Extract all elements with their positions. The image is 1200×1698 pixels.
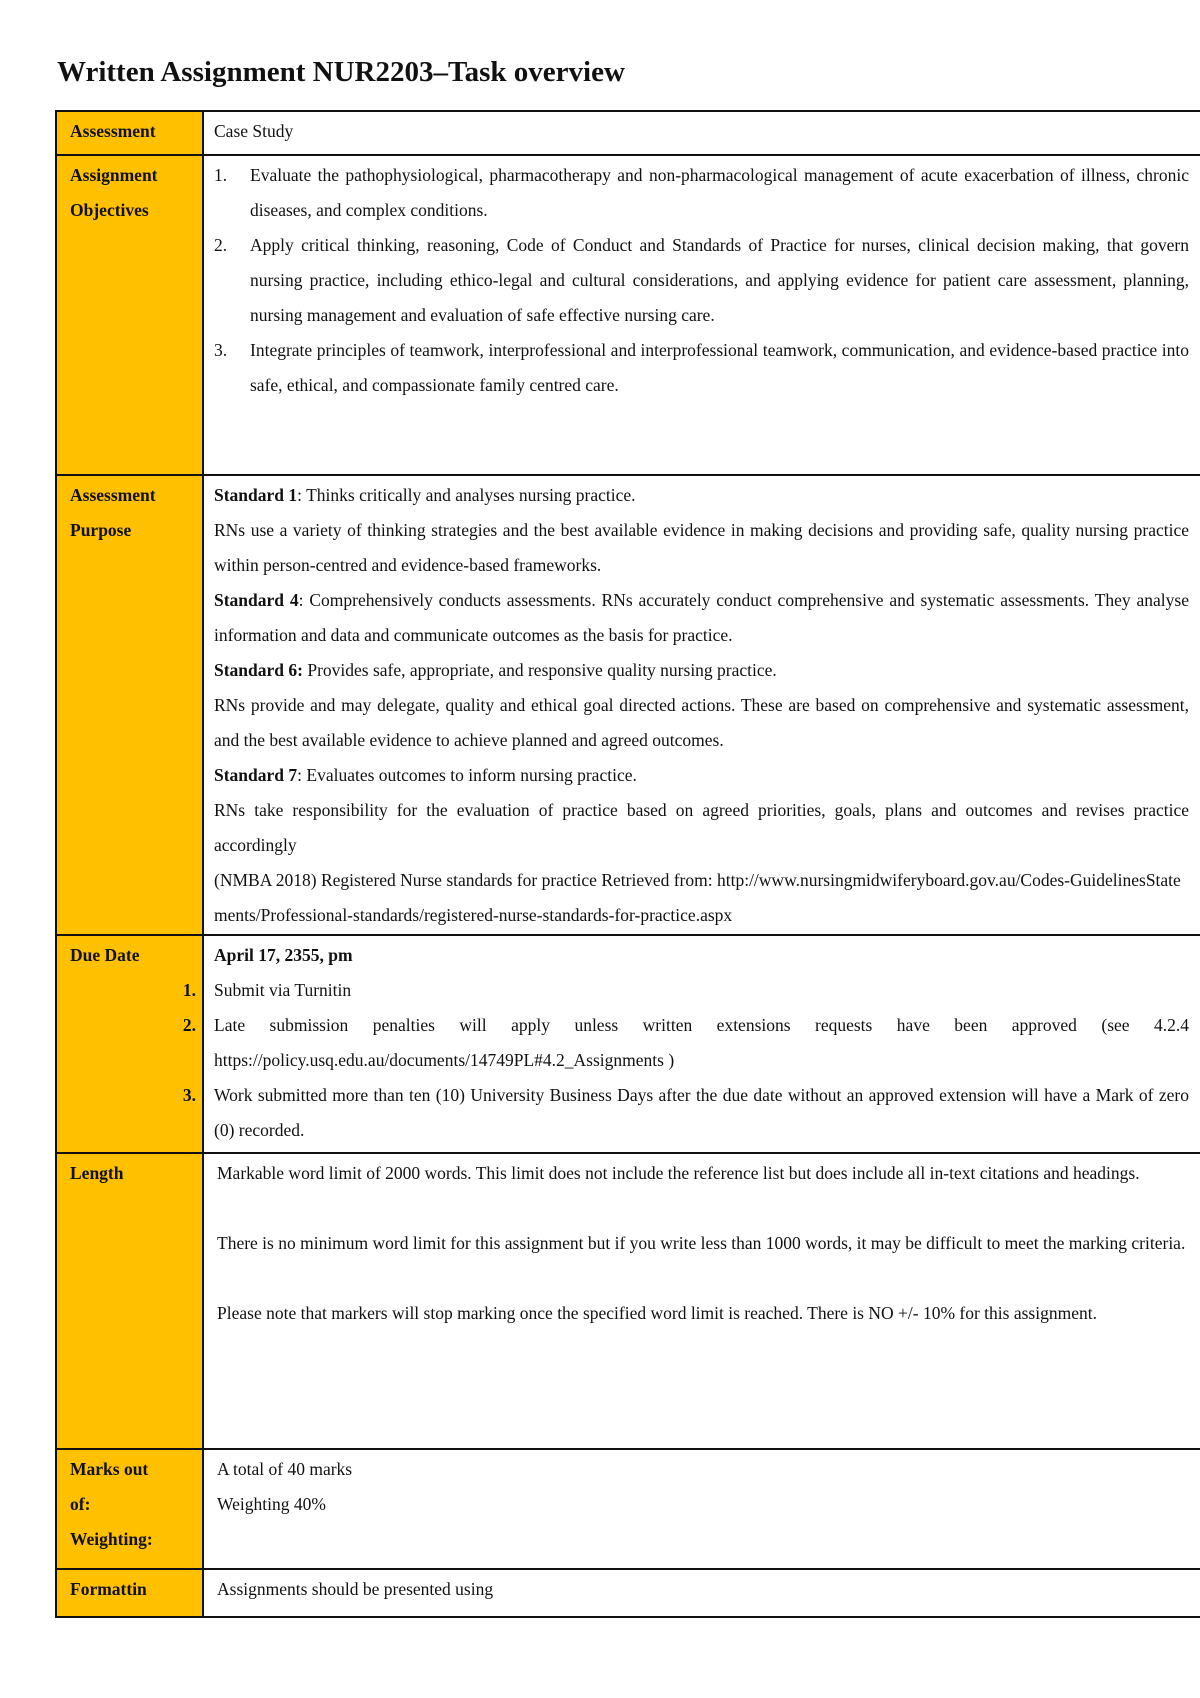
objectives-row <box>56 155 1200 475</box>
assessment-row <box>56 111 1200 155</box>
length-paragraph: There is no minimum word limit for this assignment but if you write less than 1000 words, it may be difficult to meet the marking criteria. <box>217 1233 1186 1253</box>
marks-content <box>203 1449 1200 1569</box>
standard-7: Standard 7: Evaluates outcomes to inform nursing practice. <box>214 765 637 785</box>
purpose-content <box>203 475 1200 935</box>
list-item: 3. Integrate principles of teamwork, interprofessional and interprofessional teamwork, communication, and evidence-based practice into safe, ethical, and compassionate family centred care. <box>214 340 1189 395</box>
due-date-content <box>203 935 1200 1153</box>
standard-1: Standard 1: Thinks critically and analyses nursing practice. <box>214 485 636 505</box>
length-paragraph: Markable word limit of 2000 words. This limit does not include the reference list but does include all in-text citations and headings. <box>217 1163 1140 1183</box>
formatting-content: Assignments should be presented using <box>203 1569 1200 1617</box>
standard-6-body: RNs provide and may delegate, quality and ethical goal directed actions. These are based on comprehensive and systematic assessment, and the best available evidence to achieve planned and agreed outcomes. <box>214 695 1189 750</box>
standard-7-body: RNs take responsibility for the evaluation of practice based on agreed priorities, goals, plans and outcomes and revises practice accordingly <box>214 800 1189 855</box>
due-date-row <box>56 935 1200 1153</box>
marks-label: Marks out of: Weighting: <box>56 1449 203 1569</box>
task-overview-table <box>55 110 1200 1618</box>
objectives-list <box>214 158 1189 403</box>
list-item: 2. Apply critical thinking, reasoning, Code of Conduct and Standards of Practice for nurses, clinical decision making, that govern nursing practice, including ethico-legal and cultural considerations, and applying evidence for patient care assessment, planning, nursing management and evaluation of safe effective nursing care. <box>214 235 1189 325</box>
page-title: Written Assignment NUR2203–Task overview <box>57 56 625 88</box>
assessment-value: Case Study <box>203 111 1200 155</box>
list-item: 1. Evaluate the pathophysiological, pharmacotherapy and non-pharmacological management of acute exacerbation of illness, chronic diseases, and complex conditions. <box>214 165 1189 220</box>
nmba-reference: (NMBA 2018) Registered Nurse standards for practice Retrieved from: http://www.nursingmidwiferyboard.gov.au/Codes-GuidelinesStatements/Professional-standards/registered-nurse-standards-for-practice.aspx <box>214 870 1181 925</box>
standard-4: Standard 4: Comprehensively conducts assessments. RNs accurately conduct comprehensive and systematic assessments. They analyse information and data and communicate outcomes as the basis for practice. <box>214 590 1189 645</box>
formatting-label: Formattin <box>56 1569 203 1617</box>
length-row <box>56 1153 1200 1449</box>
objectives-content <box>203 155 1200 475</box>
due-date-value: April 17, 2355, pm <box>214 945 353 965</box>
formatting-row <box>56 1569 1200 1617</box>
marks-row <box>56 1449 1200 1569</box>
due-date-label: Due Date 1. 2. 3. <box>56 935 203 1153</box>
length-paragraph: Please note that markers will stop marking once the specified word limit is reached. There is NO +/- 10% for this assignment. <box>217 1303 1097 1323</box>
list-item: Late submission penalties will apply unless written extensions requests have been approved (see 4.2.4 https://policy.usq.edu.au/documents/14749PL#4.2_Assignments ) <box>214 1015 1189 1070</box>
length-content <box>203 1153 1200 1449</box>
list-item: Work submitted more than ten (10) University Business Days after the due date without an approved extension will have a Mark of zero (0) recorded. <box>214 1085 1189 1140</box>
purpose-row <box>56 475 1200 935</box>
marks-total: A total of 40 marks <box>217 1459 353 1479</box>
list-item: Submit via Turnitin <box>214 980 352 1000</box>
standard-1-body: RNs use a variety of thinking strategies and the best available evidence in making decisions and providing safe, quality nursing practice within person-centred and evidence-based frameworks. <box>214 520 1189 575</box>
length-label: Length <box>56 1153 203 1449</box>
marks-weighting: Weighting 40% <box>217 1494 326 1514</box>
objectives-label: Assignment Objectives <box>56 155 203 475</box>
purpose-label: Assessment Purpose <box>56 475 203 935</box>
standard-6: Standard 6: Provides safe, appropriate, and responsive quality nursing practice. <box>214 660 777 680</box>
assessment-label: Assessment <box>56 111 203 155</box>
